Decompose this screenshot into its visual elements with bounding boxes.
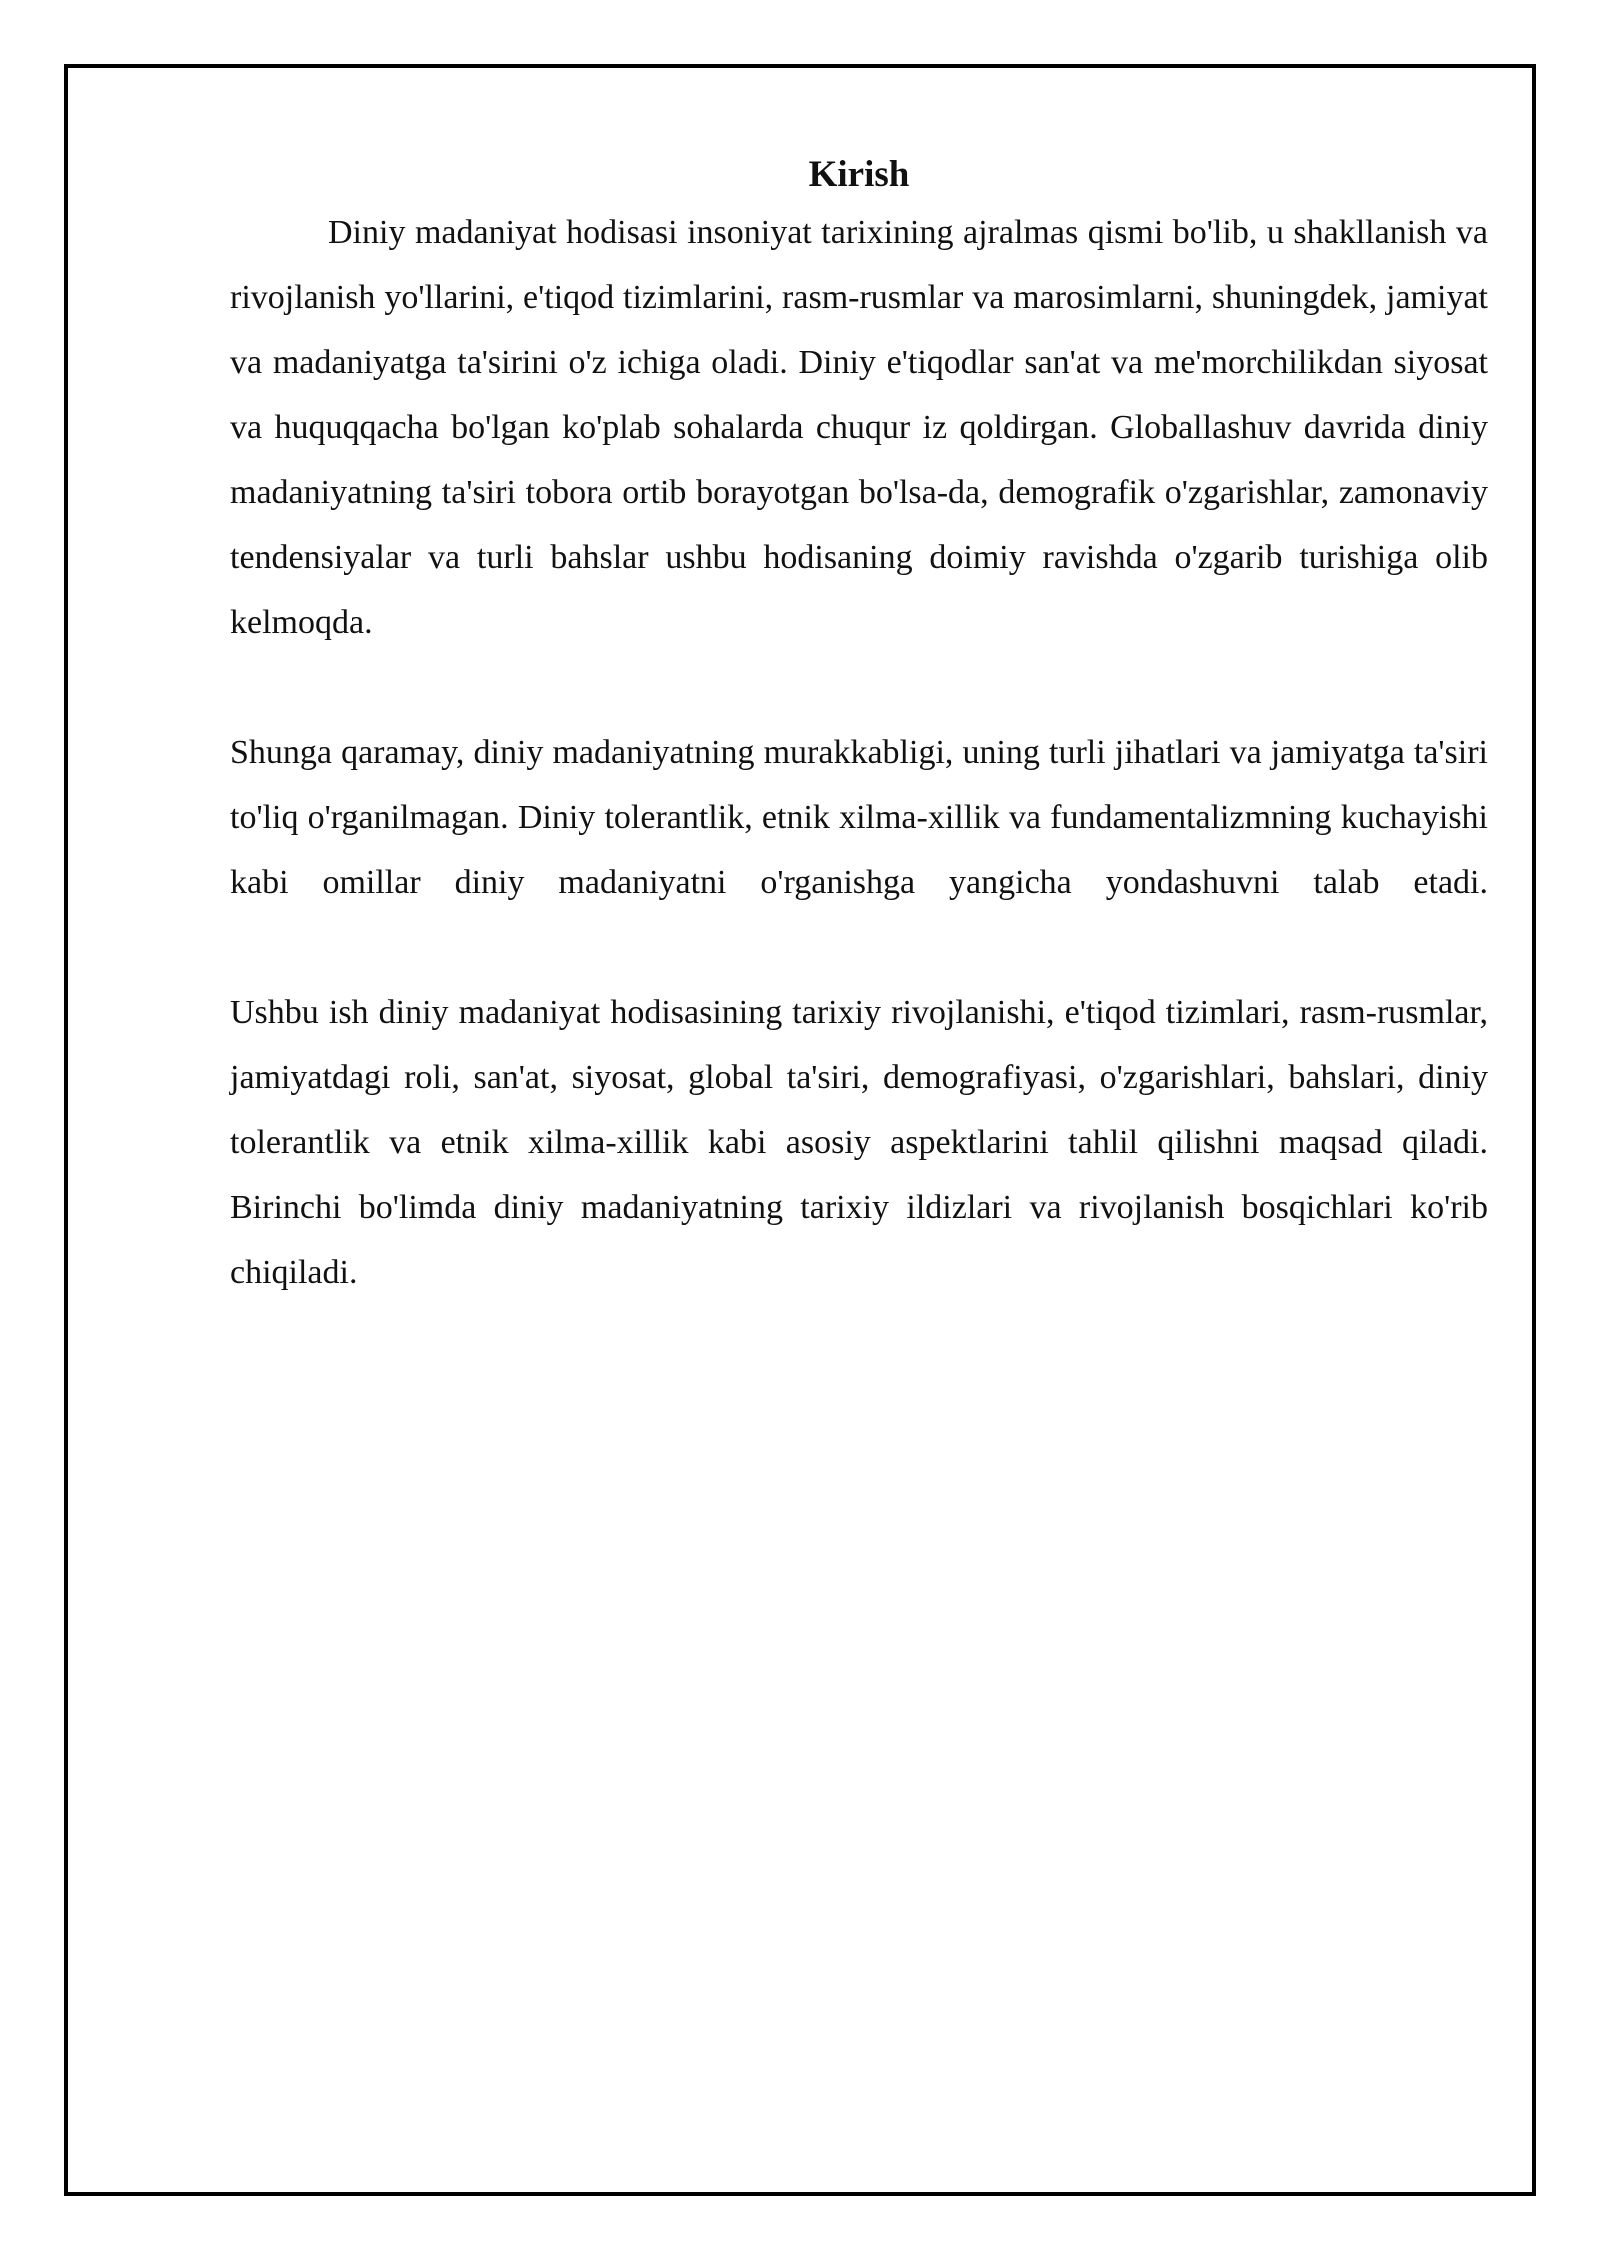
paragraph-2: Shunga qaramay, diniy madaniyatning murakkabligi, uning turli jihatlari va jamiyatga ta'siri to'liq o'rganilmagan. Diniy tolerantlik, etnik xilma-xillik va fundamentalizmning kuchayishi kabi omillar diniy madaniyatni o'rganishga yangicha yondashuvni talab etadi. bbox=[230, 734, 1488, 901]
document-title: Kirish bbox=[808, 154, 910, 195]
paragraph-spacer bbox=[230, 655, 1488, 720]
paragraph-3: Ushbu ish diniy madaniyat hodisasining tarixiy rivojlanishi, e'tiqod tizimlari, rasm-rusmlar, jamiyatdagi roli, san'at, siyosat, global ta'siri, demografiyasi, o'zgarishlari, bahslari, diniy tolerantlik va etnik xilma-xillik kabi asosiy aspektlarini tahlil qilishni maqsad qiladi. Birinchi bo'limda diniy madaniyatning tarixiy ildizlari va rivojlanish bosqichlari ko'rib chiqiladi. bbox=[230, 994, 1488, 1291]
document-body bbox=[230, 150, 1488, 1305]
paragraph-1: Diniy madaniyat hodisasi insoniyat tarixining ajralmas qismi bo'lib, u shakllanish va rivojlanish yo'llarini, e'tiqod tizimlarini, rasm-rusmlar va marosimlarni, shuningdek, jamiyat va madaniyatga ta'sirini o'z ichiga oladi. Diniy e'tiqodlar san'at va me'morchilikdan siyosat va huquqqacha bo'lgan ko'plab sohalarda chuqur iz qoldirgan. Globallashuv davrida diniy madaniyatning ta'siri tobora ortib borayotgan bo'lsa-da, demografik o'zgarishlar, zamonaviy tendensiyalar va turli bahslar ushbu hodisaning doimiy ravishda o'zgarib turishiga olib kelmoqda. bbox=[230, 214, 1488, 641]
paragraph-spacer bbox=[230, 915, 1488, 980]
